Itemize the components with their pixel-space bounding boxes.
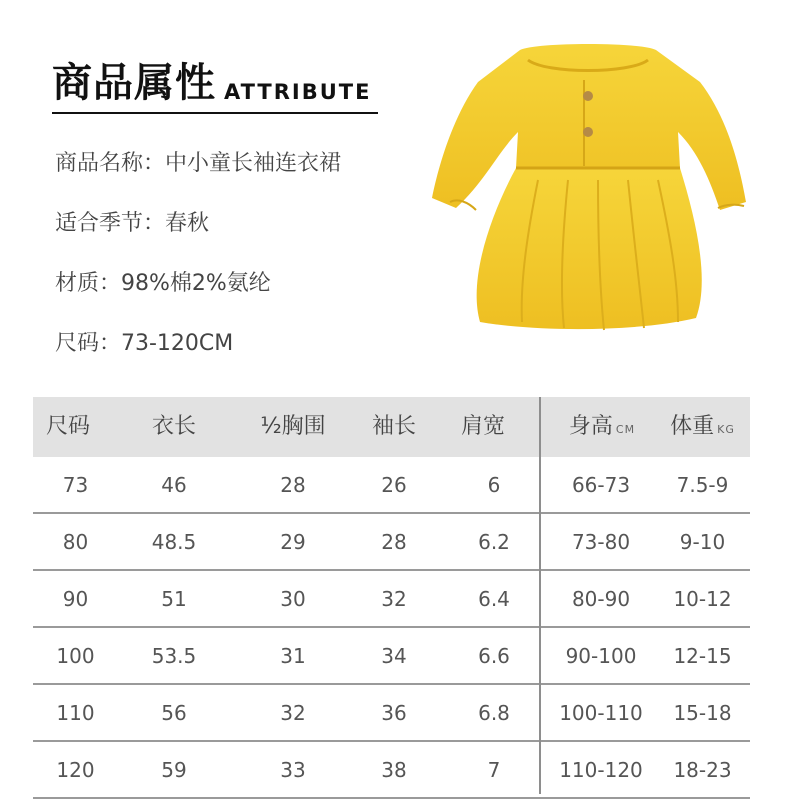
- cell-sleeve: 28: [381, 530, 407, 554]
- table-row: [33, 685, 750, 742]
- cell-height: 90-100: [565, 644, 637, 668]
- header-weight: [655, 413, 750, 444]
- cell-half-chest: 29: [280, 530, 306, 554]
- title-underline: [52, 112, 378, 114]
- table-row: [33, 628, 750, 685]
- cell-length: 51: [161, 587, 187, 611]
- cell-weight: 7.5-9: [676, 473, 729, 497]
- table-row: [33, 742, 750, 799]
- cell-sleeve: 32: [381, 587, 407, 611]
- cell-sleeve: 26: [381, 473, 407, 497]
- cell-size: 73: [62, 473, 89, 497]
- cell-size: 120: [56, 758, 95, 782]
- cell-size: 80: [62, 530, 89, 554]
- header-height: [553, 413, 651, 444]
- attribute-season: 适合季节：春秋: [55, 211, 210, 236]
- cell-height: 66-73: [571, 473, 631, 497]
- cell-sleeve: 38: [381, 758, 407, 782]
- header-shoulder: 肩宽: [460, 414, 505, 439]
- cell-length: 56: [161, 701, 187, 725]
- table-row: [33, 571, 750, 628]
- cell-weight: 15-18: [673, 701, 732, 725]
- cell-half-chest: 30: [280, 587, 306, 611]
- cell-size: 110: [56, 701, 95, 725]
- cell-height: 80-90: [571, 587, 631, 611]
- attribute-header: [52, 58, 378, 114]
- cell-height: 110-120: [559, 758, 643, 782]
- title-chinese: 商品属性: [52, 60, 216, 106]
- row-divider: [33, 797, 750, 799]
- cell-length: 48.5: [151, 530, 197, 554]
- cell-weight: 12-15: [673, 644, 732, 668]
- table-column-separator: [539, 397, 541, 794]
- attribute-product-name: 商品名称：中小童长袖连衣裙: [55, 151, 342, 176]
- cell-half-chest: 28: [280, 473, 306, 497]
- cell-height: 100-110: [559, 701, 643, 725]
- yellow-dress-icon: [428, 40, 748, 360]
- cell-sleeve: 36: [381, 701, 407, 725]
- attribute-size-range: 尺码：73-120CM: [55, 331, 234, 356]
- header-height-label: 身高: [568, 414, 613, 439]
- table-row: [33, 514, 750, 571]
- table-row: [33, 457, 750, 514]
- cell-size: 100: [56, 644, 95, 668]
- cell-height: 73-80: [571, 530, 631, 554]
- header-half-chest: ½胸围: [260, 414, 326, 439]
- cell-weight: 18-23: [673, 758, 732, 782]
- attribute-material: 材质：98%棉2%氨纶: [55, 271, 271, 296]
- header-height-unit: CM: [615, 423, 636, 436]
- cell-length: 46: [161, 473, 187, 497]
- cell-shoulder: 6.4: [478, 587, 510, 611]
- title-english: ATTRIBUTE: [224, 80, 372, 104]
- cell-shoulder: 6.8: [478, 701, 510, 725]
- header-size: 尺码: [45, 414, 90, 439]
- header-weight-unit: KG: [717, 423, 735, 436]
- cell-sleeve: 34: [381, 644, 407, 668]
- cell-shoulder: 6.6: [478, 644, 510, 668]
- cell-length: 59: [161, 758, 187, 782]
- size-table-header: [33, 397, 750, 457]
- cell-half-chest: 32: [280, 701, 306, 725]
- header-sleeve: 袖长: [371, 414, 416, 439]
- cell-shoulder: 6: [487, 473, 501, 497]
- cell-weight: 9-10: [679, 530, 726, 554]
- cell-weight: 10-12: [673, 587, 732, 611]
- cell-shoulder: 7: [487, 758, 501, 782]
- cell-size: 90: [62, 587, 89, 611]
- size-table: [33, 397, 750, 794]
- cell-half-chest: 33: [280, 758, 306, 782]
- header-length: 衣长: [151, 414, 196, 439]
- cell-shoulder: 6.2: [478, 530, 510, 554]
- cell-length: 53.5: [151, 644, 197, 668]
- header-weight-label: 体重: [670, 414, 715, 439]
- cell-half-chest: 31: [280, 644, 306, 668]
